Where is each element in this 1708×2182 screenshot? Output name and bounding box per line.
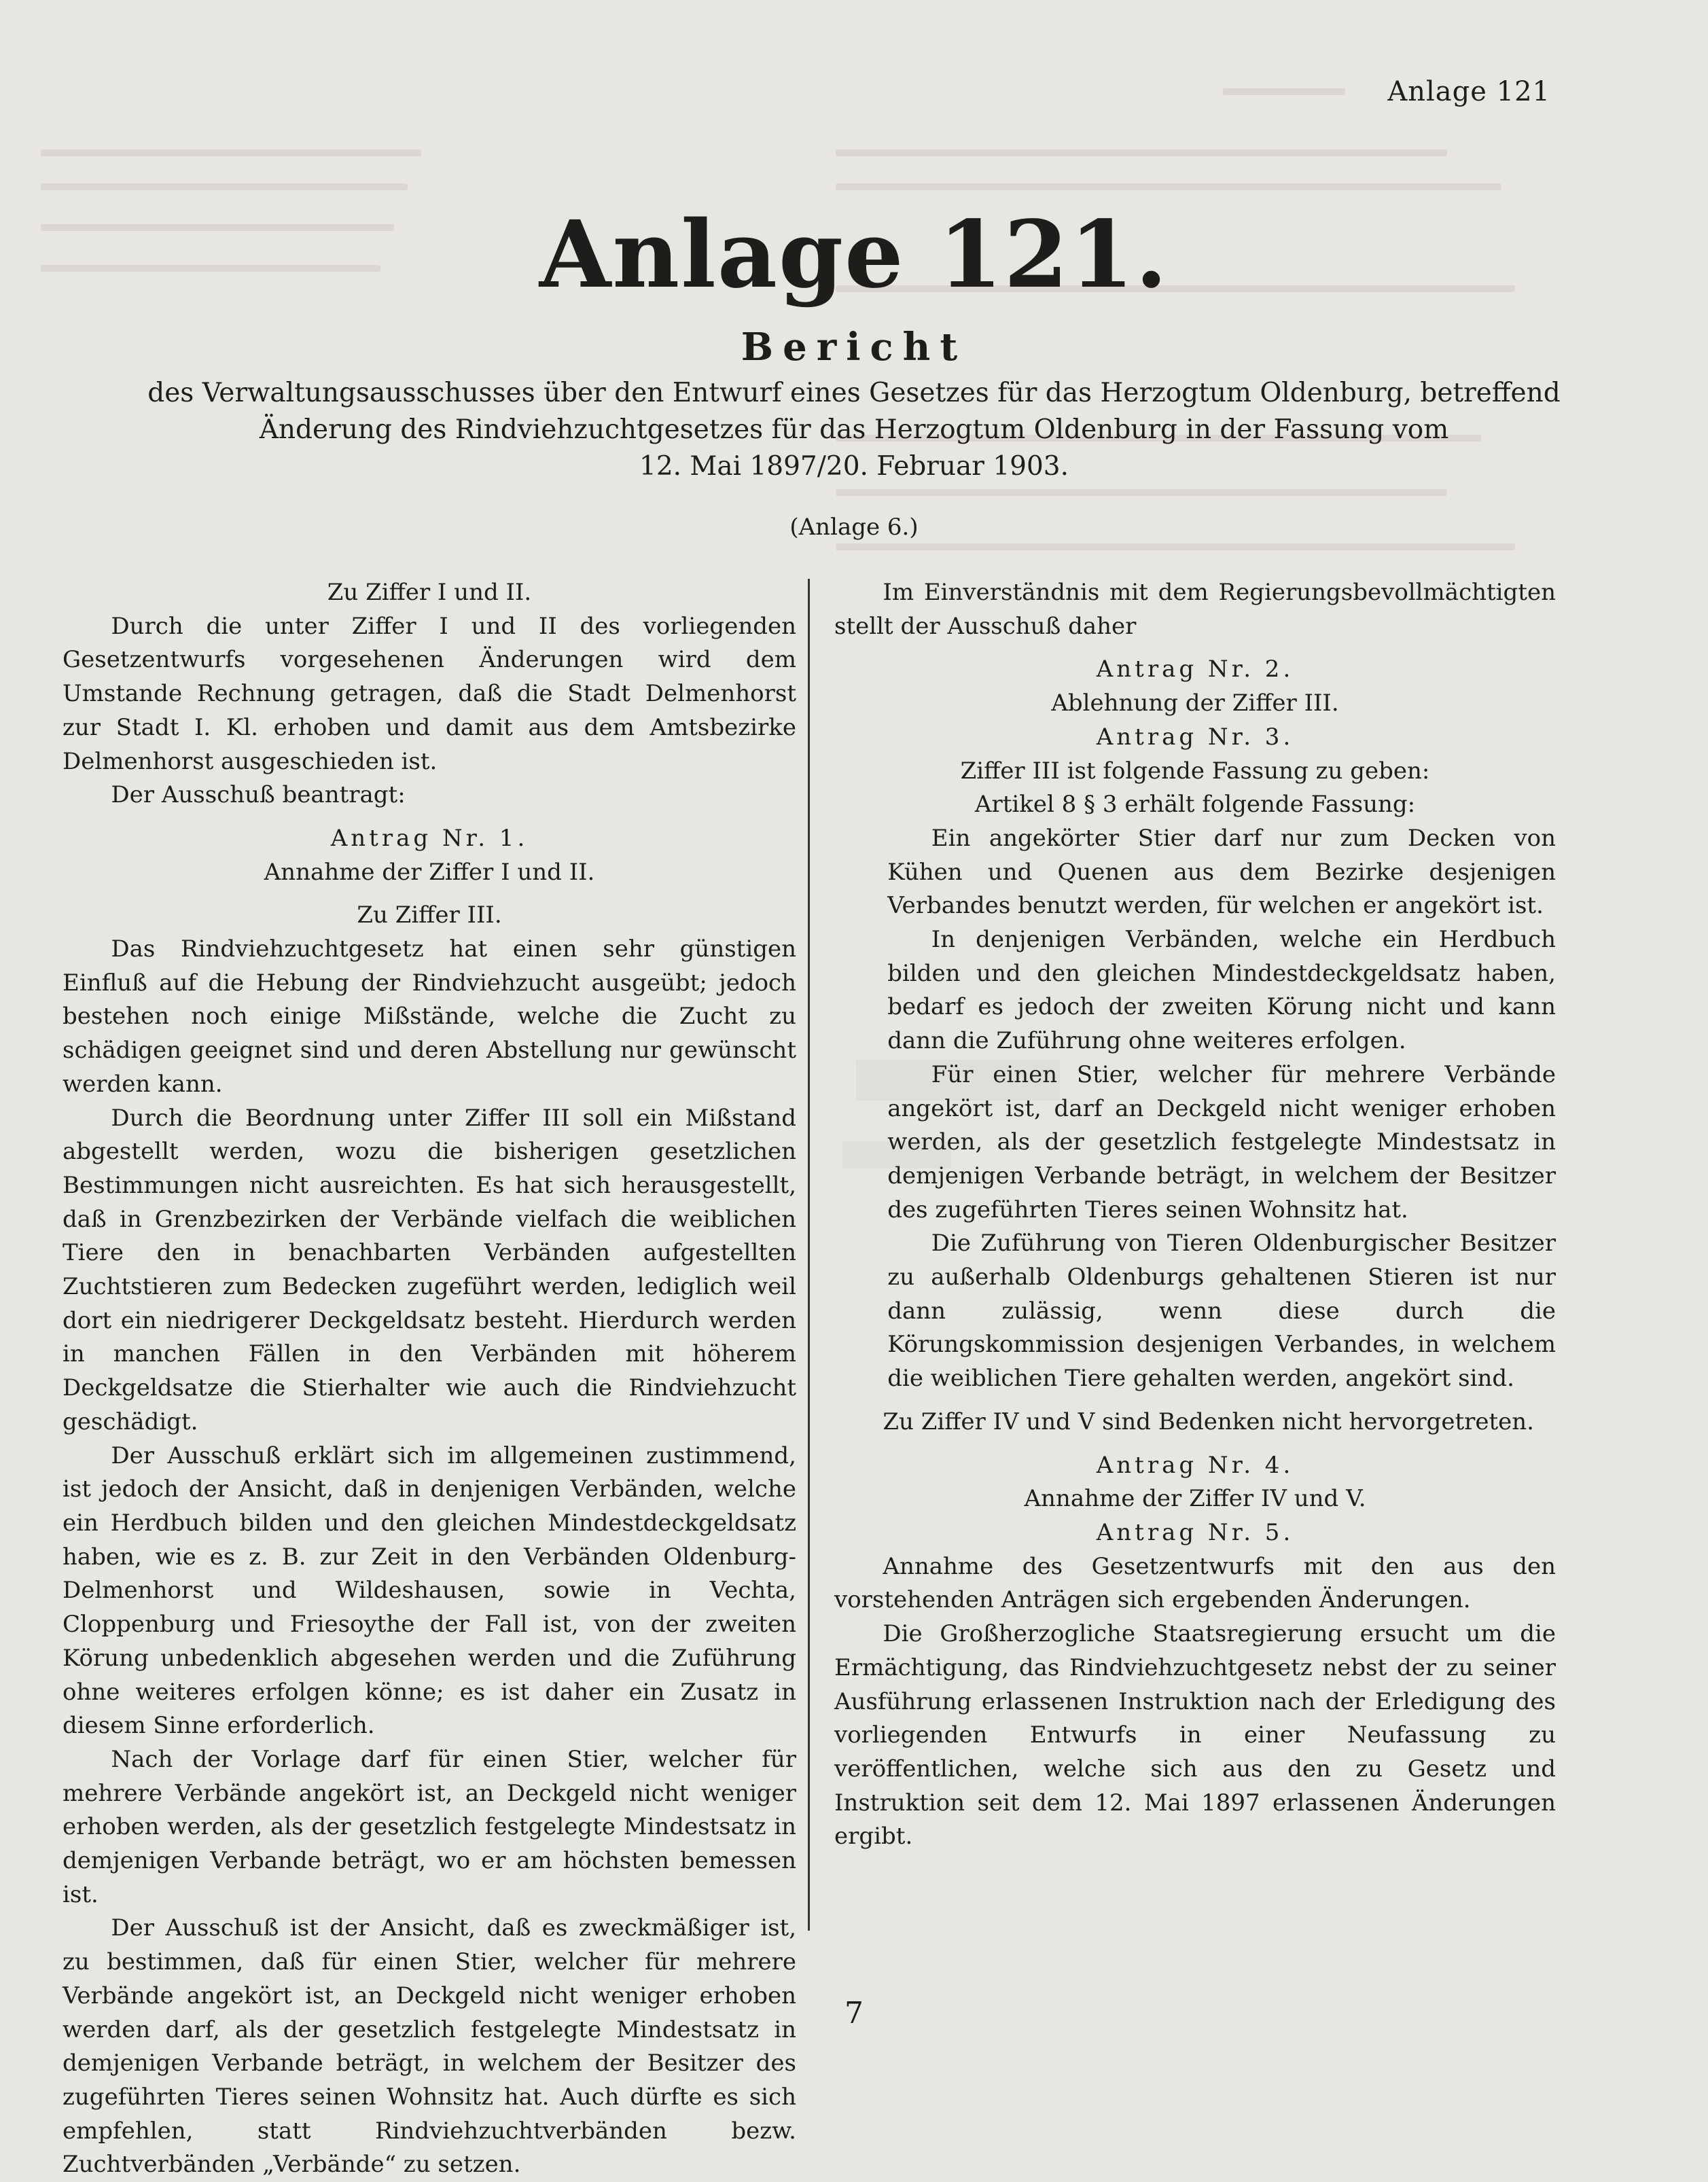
page-number: 7 — [844, 1996, 864, 2031]
motion-heading: Antrag Nr. 1. — [330, 824, 529, 852]
right-column — [834, 576, 1556, 1854]
motion-text: Ziffer III ist folgende Fassung zu geben: — [960, 757, 1430, 785]
section-heading: Zu Ziffer III. — [357, 901, 502, 929]
paragraph: Nach der Vorlage darf für einen Stier, welcher für mehrere Verbände angekört ist, an Deckgeld nicht weniger erhoben werden, als der gesetzlich festgelegte Mindestsatz in demjenigen Verbande beträgt, wo er am höchsten bemessen ist. — [63, 1745, 796, 1908]
quoted-paragraph: In denjenigen Verbänden, welche ein Herdbuch bilden und den gleichen Mindestdeckgeldsatz haben, bedarf es jedoch der zweiten Körung nicht und kann dann die Zuführung ohne weiteres erfolgen. — [887, 926, 1556, 1055]
attachment-reference: (Anlage 6.) — [789, 514, 919, 541]
report-heading — [82, 375, 1626, 485]
paragraph: Durch die Beordnung unter Ziffer III soll ein Mißstand abgestellt werden, wozu die bisherigen gesetzlichen Bestimmungen nicht ausreichten. Es hat sich herausgestellt, daß in Grenzbezirken der Verbände vielfach die weiblichen Tiere den in benachbarten Verbänden aufgestellten Zuchtstieren zum Bedecken zugeführt werden, lediglich weil dort ein niedrigerer Deckgeldsatz besteht. Hierdurch werden in manchen Fällen in den Verbänden mit höherem Deckgeldsatze die Stierhalter wie auch die Rindviehzucht geschädigt. — [63, 1104, 796, 1435]
paragraph: Der Ausschuß ist der Ansicht, daß es zweckmäßiger ist, zu bestimmen, daß für einen Stier, welcher für mehrere Verbände angekört ist, an Deckgeld nicht weniger erhoben werden darf, als der gesetzlich festgelegte Mindestsatz in demjenigen Verbande beträgt, in welchem der Besitzer des zugeführten Tieres seinen Wohnsitz hat. Auch dürfte es sich empfehlen, statt Rindviehzuchtverbänden bezw. Zuchtverbänden „Verbände“ zu setzen. — [63, 1914, 796, 2179]
column-divider — [808, 579, 810, 1931]
section-heading: Zu Ziffer I und II. — [327, 579, 532, 606]
paragraph: Durch die unter Ziffer I und II des vorliegenden Gesetzentwurfs vorgesehenen Änderungen wird dem Umstande Rechnung getragen, daß die Stadt Delmenhorst zur Stadt I. Kl. erhoben und damit aus dem Amtsbezirke Delmenhorst ausgeschieden ist. — [63, 612, 796, 775]
motion-heading: Antrag Nr. 3. — [1096, 723, 1294, 751]
running-head: Anlage 121 — [1387, 76, 1550, 107]
motion-heading: Antrag Nr. 4. — [1096, 1451, 1294, 1479]
heading-line: 12. Mai 1897/20. Februar 1903. — [639, 451, 1069, 482]
motion-heading: Antrag Nr. 5. — [1096, 1518, 1294, 1546]
left-column — [63, 576, 796, 2182]
motion-text: Annahme des Gesetzentwurfs mit den aus den vorstehenden Anträgen sich ergebenden Änderungen. — [834, 1552, 1556, 1614]
motion-text: Ablehnung der Ziffer III. — [1051, 690, 1339, 717]
paragraph: Das Rindviehzuchtgesetz hat einen sehr günstigen Einfluß auf die Hebung der Rindviehzucht ausgeübt; jedoch bestehen noch einige Mißstände, welche die Zucht zu schädigen geeignet sind und deren Abstellung nur gewünscht werden kann. — [63, 935, 796, 1098]
quoted-paragraph: Für einen Stier, welcher für mehrere Verbände angekört ist, darf an Deckgeld nicht weniger erhoben werden, als der gesetzlich festgelegte Mindestsatz in demjenigen Verbande beträgt, in welchem der Besitzer des zugeführten Tieres seinen Wohnsitz hat. — [887, 1060, 1556, 1223]
motion-text: Annahme der Ziffer I und II. — [264, 858, 595, 886]
report-subtitle: Bericht — [741, 325, 967, 370]
motion-text: Artikel 8 § 3 erhält folgende Fassung: — [974, 791, 1416, 819]
quoted-paragraph: Die Zuführung von Tieren Oldenburgischer Besitzer zu außerhalb Oldenburgs gehaltenen Stieren ist nur dann zulässig, wenn diese durch die Körungskommission desjenigen Verbandes, in welchem die weiblichen Tiere gehalten werden, angekört sind. — [887, 1230, 1556, 1393]
quoted-paragraph: Ein angekörter Stier darf nur zum Decken von Kühen und Quenen aus dem Bezirke desjenigen Verbandes benutzt werden, für welchen er angekört ist. — [887, 824, 1556, 920]
motion-text: Annahme der Ziffer IV und V. — [1024, 1485, 1366, 1513]
paragraph: Im Einverständnis mit dem Regierungsbevollmächtigten stellt der Ausschuß daher — [834, 579, 1556, 640]
motion-heading: Antrag Nr. 2. — [1096, 656, 1294, 683]
page-title: Anlage 121. — [539, 200, 1169, 309]
paragraph: Zu Ziffer IV und V sind Bedenken nicht hervorgetreten. — [883, 1408, 1534, 1435]
paragraph: Der Ausschuß erklärt sich im allgemeinen zustimmend, ist jedoch der Ansicht, daß in denjenigen Verbänden, welche ein Herdbuch bilden und den gleichen Mindestdeckgeldsatz haben, wie es z. B. zur Zeit in den Verbänden Oldenburg-Delmenhorst und Wildeshausen, sowie in Vechta, Cloppenburg und Friesoythe der Fall ist, von der zweiten Körung unbedenklich abgesehen werden und die Zuführung ohne weiteres erfolgen könne; es ist daher ein Zusatz in diesem Sinne erforderlich. — [63, 1442, 796, 1740]
heading-line: Änderung des Rindviehzuchtgesetzes für das Herzogtum Oldenburg in der Fassung vom — [259, 414, 1449, 445]
heading-line: des Verwaltungsausschusses über den Entwurf eines Gesetzes für das Herzogtum Oldenburg, betreffend — [147, 378, 1561, 408]
paragraph: Der Ausschuß beantragt: — [111, 781, 406, 809]
paragraph: Die Großherzogliche Staatsregierung ersucht um die Ermächtigung, das Rindviehzuchtgesetz nebst der zu seiner Ausführung erlassenen Instruktion nach der Erledigung des vorliegenden Entwurfs in einer Neufassung zu veröffentlichen, welche sich aus den zu Gesetz und Instruktion seit dem 12. Mai 1897 erlassenen Änderungen ergibt. — [834, 1620, 1556, 1850]
